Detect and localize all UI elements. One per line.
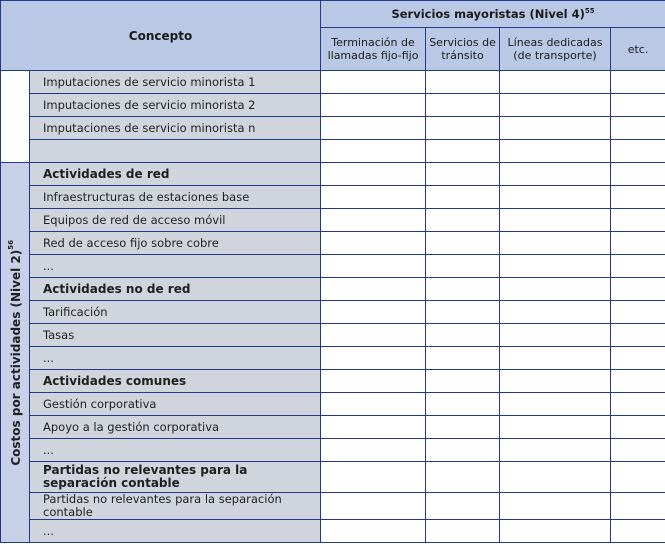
value-cell[interactable] <box>500 301 611 324</box>
table-row <box>1 520 665 543</box>
value-cell[interactable] <box>321 71 426 94</box>
value-cell[interactable] <box>611 416 665 439</box>
table-row <box>1 370 665 393</box>
value-cell[interactable] <box>321 324 426 347</box>
table-row <box>1 140 665 163</box>
table-row <box>1 163 665 186</box>
value-cell[interactable] <box>426 94 500 117</box>
value-cell[interactable] <box>321 117 426 140</box>
row-label: Infraestructuras de estaciones base <box>30 186 321 209</box>
table-row <box>1 301 665 324</box>
value-cell[interactable] <box>321 301 426 324</box>
value-cell[interactable] <box>500 393 611 416</box>
row-label: Partidas no relevantes para la separación contable <box>30 462 321 493</box>
value-cell[interactable] <box>500 520 611 543</box>
row-label: Actividades comunes <box>30 370 321 393</box>
value-cell[interactable] <box>611 324 665 347</box>
retail-imputations-side-cell <box>1 71 30 163</box>
row-label: ... <box>30 520 321 543</box>
col-header-etc: etc. <box>611 28 665 71</box>
value-cell[interactable] <box>321 416 426 439</box>
value-cell[interactable] <box>500 370 611 393</box>
value-cell[interactable] <box>426 71 500 94</box>
value-cell[interactable] <box>500 94 611 117</box>
value-cell[interactable] <box>611 520 665 543</box>
value-cell[interactable] <box>321 209 426 232</box>
row-label: Equipos de red de acceso móvil <box>30 209 321 232</box>
value-cell[interactable] <box>611 71 665 94</box>
table-row <box>1 439 665 462</box>
value-cell[interactable] <box>426 393 500 416</box>
value-cell[interactable] <box>426 232 500 255</box>
value-cell[interactable] <box>426 324 500 347</box>
table-row <box>1 232 665 255</box>
value-cell[interactable] <box>500 278 611 301</box>
table-row <box>1 209 665 232</box>
value-cell[interactable] <box>611 94 665 117</box>
value-cell[interactable] <box>321 94 426 117</box>
value-cell[interactable] <box>500 71 611 94</box>
row-label: Tasas <box>30 324 321 347</box>
footnote-56: 56 <box>7 239 15 250</box>
activity-costs-side-label <box>1 163 30 543</box>
value-cell[interactable] <box>426 209 500 232</box>
row-label: Partidas no relevantes para la separación contable <box>30 493 321 520</box>
value-cell[interactable] <box>321 520 426 543</box>
value-cell[interactable] <box>321 462 426 493</box>
value-cell[interactable] <box>426 347 500 370</box>
value-cell[interactable] <box>500 209 611 232</box>
wholesale-services-group-header: Servicios mayoristas (Nivel 4)$^{55}$ <box>321 1 665 28</box>
value-cell[interactable] <box>426 416 500 439</box>
table-row <box>1 94 665 117</box>
row-label: Red de acceso fijo sobre cobre <box>30 232 321 255</box>
table-row <box>1 324 665 347</box>
row-label: Imputaciones de servicio minorista 1 <box>30 71 321 94</box>
value-cell[interactable] <box>611 370 665 393</box>
value-cell[interactable] <box>611 186 665 209</box>
table-row <box>1 71 665 94</box>
table-row <box>1 347 665 370</box>
value-cell[interactable] <box>500 416 611 439</box>
row-label: ... <box>30 439 321 462</box>
table-row <box>1 416 665 439</box>
value-cell[interactable] <box>426 255 500 278</box>
row-label: Gestión corporativa <box>30 393 321 416</box>
footnote-55: 55 <box>584 7 595 16</box>
value-cell[interactable] <box>321 393 426 416</box>
side-label-text: Costos por actividades (Nivel 2) <box>9 249 23 466</box>
value-cell[interactable] <box>321 278 426 301</box>
concept-header: Concepto <box>1 1 321 71</box>
value-cell[interactable] <box>426 462 500 493</box>
value-cell[interactable] <box>611 393 665 416</box>
value-cell[interactable] <box>611 255 665 278</box>
row-label: Actividades de red <box>30 163 321 186</box>
row-label: Imputaciones de servicio minorista n <box>30 117 321 140</box>
row-label: Apoyo a la gestión corporativa <box>30 416 321 439</box>
table-row <box>1 186 665 209</box>
value-cell[interactable] <box>321 232 426 255</box>
value-cell[interactable] <box>321 255 426 278</box>
table-row <box>1 493 665 520</box>
value-cell[interactable] <box>611 301 665 324</box>
value-cell[interactable] <box>426 163 500 186</box>
value-cell[interactable] <box>426 117 500 140</box>
col-header-termination: Terminación de llamadas fijo-fijo <box>321 28 426 71</box>
table-row <box>1 462 665 493</box>
value-cell[interactable] <box>611 439 665 462</box>
row-label: ... <box>30 347 321 370</box>
value-cell[interactable] <box>426 520 500 543</box>
value-cell[interactable] <box>321 493 426 520</box>
value-cell[interactable] <box>611 232 665 255</box>
value-cell[interactable] <box>500 140 611 163</box>
table-row <box>1 393 665 416</box>
value-cell[interactable] <box>426 140 500 163</box>
value-cell[interactable] <box>500 493 611 520</box>
row-label: ... <box>30 255 321 278</box>
value-cell[interactable] <box>611 493 665 520</box>
value-cell[interactable] <box>321 163 426 186</box>
table-row <box>1 117 665 140</box>
value-cell[interactable] <box>611 140 665 163</box>
value-cell[interactable] <box>321 347 426 370</box>
value-cell[interactable] <box>500 232 611 255</box>
col-header-transit: Servicios de tránsito <box>426 28 500 71</box>
row-label <box>30 140 321 163</box>
value-cell[interactable] <box>321 186 426 209</box>
row-label: Imputaciones de servicio minorista 2 <box>30 94 321 117</box>
value-cell[interactable] <box>500 324 611 347</box>
value-cell[interactable] <box>426 493 500 520</box>
value-cell[interactable] <box>611 347 665 370</box>
value-cell[interactable] <box>500 163 611 186</box>
value-cell[interactable] <box>426 301 500 324</box>
col-header-dedicated-lines: Líneas dedicadas (de transporte) <box>500 28 611 71</box>
table-row <box>1 255 665 278</box>
value-cell[interactable] <box>426 186 500 209</box>
value-cell[interactable] <box>321 439 426 462</box>
value-cell[interactable] <box>500 117 611 140</box>
value-cell[interactable] <box>611 209 665 232</box>
value-cell[interactable] <box>500 255 611 278</box>
value-cell[interactable] <box>611 163 665 186</box>
table-row <box>1 278 665 301</box>
value-cell[interactable] <box>500 439 611 462</box>
value-cell[interactable] <box>500 347 611 370</box>
value-cell[interactable] <box>426 370 500 393</box>
value-cell[interactable] <box>611 462 665 493</box>
value-cell[interactable] <box>500 462 611 493</box>
value-cell[interactable] <box>611 117 665 140</box>
value-cell[interactable] <box>426 278 500 301</box>
row-label: Tarificación <box>30 301 321 324</box>
value-cell[interactable] <box>611 278 665 301</box>
value-cell[interactable] <box>321 140 426 163</box>
value-cell[interactable] <box>426 439 500 462</box>
value-cell[interactable] <box>321 370 426 393</box>
value-cell[interactable] <box>500 186 611 209</box>
row-label: Actividades no de red <box>30 278 321 301</box>
